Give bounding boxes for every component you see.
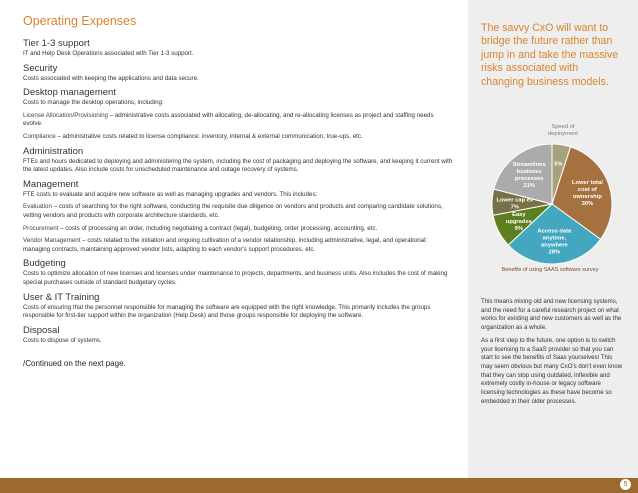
section-paragraph	[23, 99, 453, 108]
section-paragraph	[23, 225, 453, 234]
section-paragraph	[23, 158, 453, 175]
paragraph-text: Costs to optimize allocation of new licenses and licenses under maintenance to projects, departments, and business units. Also includes the cost of making special purchases outside of standard budgetary cycles.	[23, 270, 448, 286]
paragraph-lead: Evaluation	[23, 203, 52, 211]
paragraph-text: IT and Help Desk Operations associated with Tier 1-3 support.	[23, 50, 194, 57]
slice-value: 28%	[548, 249, 561, 256]
slice-value: 30%	[581, 201, 594, 208]
section-paragraph	[23, 237, 453, 254]
paragraph-lead: License Allocation/Provisioning	[23, 111, 108, 119]
paragraph-text: – costs of processing an order, including negotiating a contract (legal), budgeting, order processing, accounting, etc.	[58, 224, 378, 232]
slice-value: 21%	[523, 183, 536, 190]
footer-bar	[0, 478, 638, 493]
section-paragraph	[23, 337, 453, 346]
paragraph-text: – costs related to the initiation and ongoing cultivation of a vendor relationship, including administrative, legal, and operational: managing contracts, maintaining approved vendor lists, adapting to each vendor's support procedures, etc.	[23, 237, 428, 253]
page-number: 5	[620, 479, 631, 490]
paragraph-text: – administrative costs associated with allocating, de-allocating, and re-allocating licenses as project and staffing needs evolve.	[23, 111, 434, 128]
paragraph-text: Costs of ensuring that the personnel responsible for managing the software are equipped with the right knowledge. This primarily includes the groups responsible for first-tier support within the organization (Help Desk) and those groups responsible for deploying the software.	[23, 303, 431, 320]
pull-quote: The savvy CxO will want to bridge the future rather than jump in and take the massive risks associated with changing business models.	[481, 22, 619, 88]
slice-label: Access data anytime, anywhere	[537, 228, 572, 249]
section-heading: Desktop management	[23, 87, 116, 99]
paragraph-text: – administrative costs related to license compliance: inventory, internal & external communication, true-ups, etc.	[55, 132, 363, 140]
slice-value: 5%	[554, 161, 563, 168]
section-heading: Tier 1-3 support	[23, 38, 90, 49]
section-paragraph	[23, 75, 453, 84]
pie-chart	[470, 114, 635, 264]
section-paragraph	[23, 112, 453, 129]
section-paragraph	[23, 50, 453, 59]
page-title: Operating Expenses	[23, 14, 137, 28]
section-heading: Budgeting	[23, 258, 66, 270]
section-paragraph	[23, 133, 453, 142]
slice-value: 7%	[510, 204, 520, 211]
slice-label: Lower cap ex	[496, 197, 534, 204]
slice-value: 9%	[514, 225, 524, 232]
slice-label: Lower total cost of ownership	[571, 180, 603, 201]
paragraph-text: FTEs and hours dedicated to deploying and administering the system, including the cost of packaging and deploying the software, and keeping it current with the latest updates. Also include costs for unscheduled maintenance and outage recovery of systems.	[23, 157, 453, 174]
chart-caption: Benefits of using SAAS software survey	[501, 267, 599, 273]
slice-label: Speed of deployment	[547, 123, 578, 137]
paragraph-lead: Vendor Management	[23, 237, 81, 245]
section-paragraph	[23, 304, 453, 321]
paragraph-text: – costs of searching for the right software, conducting the requisite due diligence on vendors and products and comparing candidate solutions, vetting vendors and products with corporate architecture standards, etc.	[23, 203, 443, 219]
section-paragraph	[23, 270, 453, 287]
section-heading: Management	[23, 178, 79, 190]
paragraph-text: Costs associated with keeping the applications and data secure.	[23, 74, 199, 82]
paragraph-lead: Procurement	[23, 224, 59, 232]
continued-note: /Continued on the next page.	[23, 359, 126, 369]
sidebar-paragraph: As a first step to the future, one option is to switch your licensing to a SaaS provider so that you can start to see the benefits of Saas yourselves! This may seem obvious but many CxO's don't even know that they can stop using outdated, inflexible and extremely costly in-house or legacy software licensing technologies as these have become so embedded in their older processes.	[481, 336, 623, 405]
sidebar-text	[481, 298, 623, 410]
section-heading: User & IT Training	[23, 291, 100, 303]
slice-label: Easy upgrades	[505, 211, 532, 225]
paragraph-text: Costs to manage the desktop operations, including:	[23, 99, 164, 107]
slice-label: Streamlines business processes	[512, 162, 546, 183]
section-heading: Security	[23, 62, 58, 74]
paragraph-text: Costs to dispose of systems.	[23, 336, 102, 344]
section-paragraph	[23, 203, 453, 220]
paragraph-lead: Compliance	[23, 132, 56, 140]
section-heading: Disposal	[23, 324, 60, 336]
paragraph-text: FTE costs to evaluate and acquire new software as well as managing upgrades and vendors. This includes:	[23, 190, 318, 198]
section-heading: Administration	[23, 145, 84, 157]
sections	[23, 38, 453, 345]
section-paragraph	[23, 191, 453, 200]
main-column	[23, 14, 453, 368]
sidebar-paragraph: This means mixing old and new licensing systems, and the need for a careful research project on what works for existing and new customers as well as the organization as a whole.	[481, 298, 622, 332]
